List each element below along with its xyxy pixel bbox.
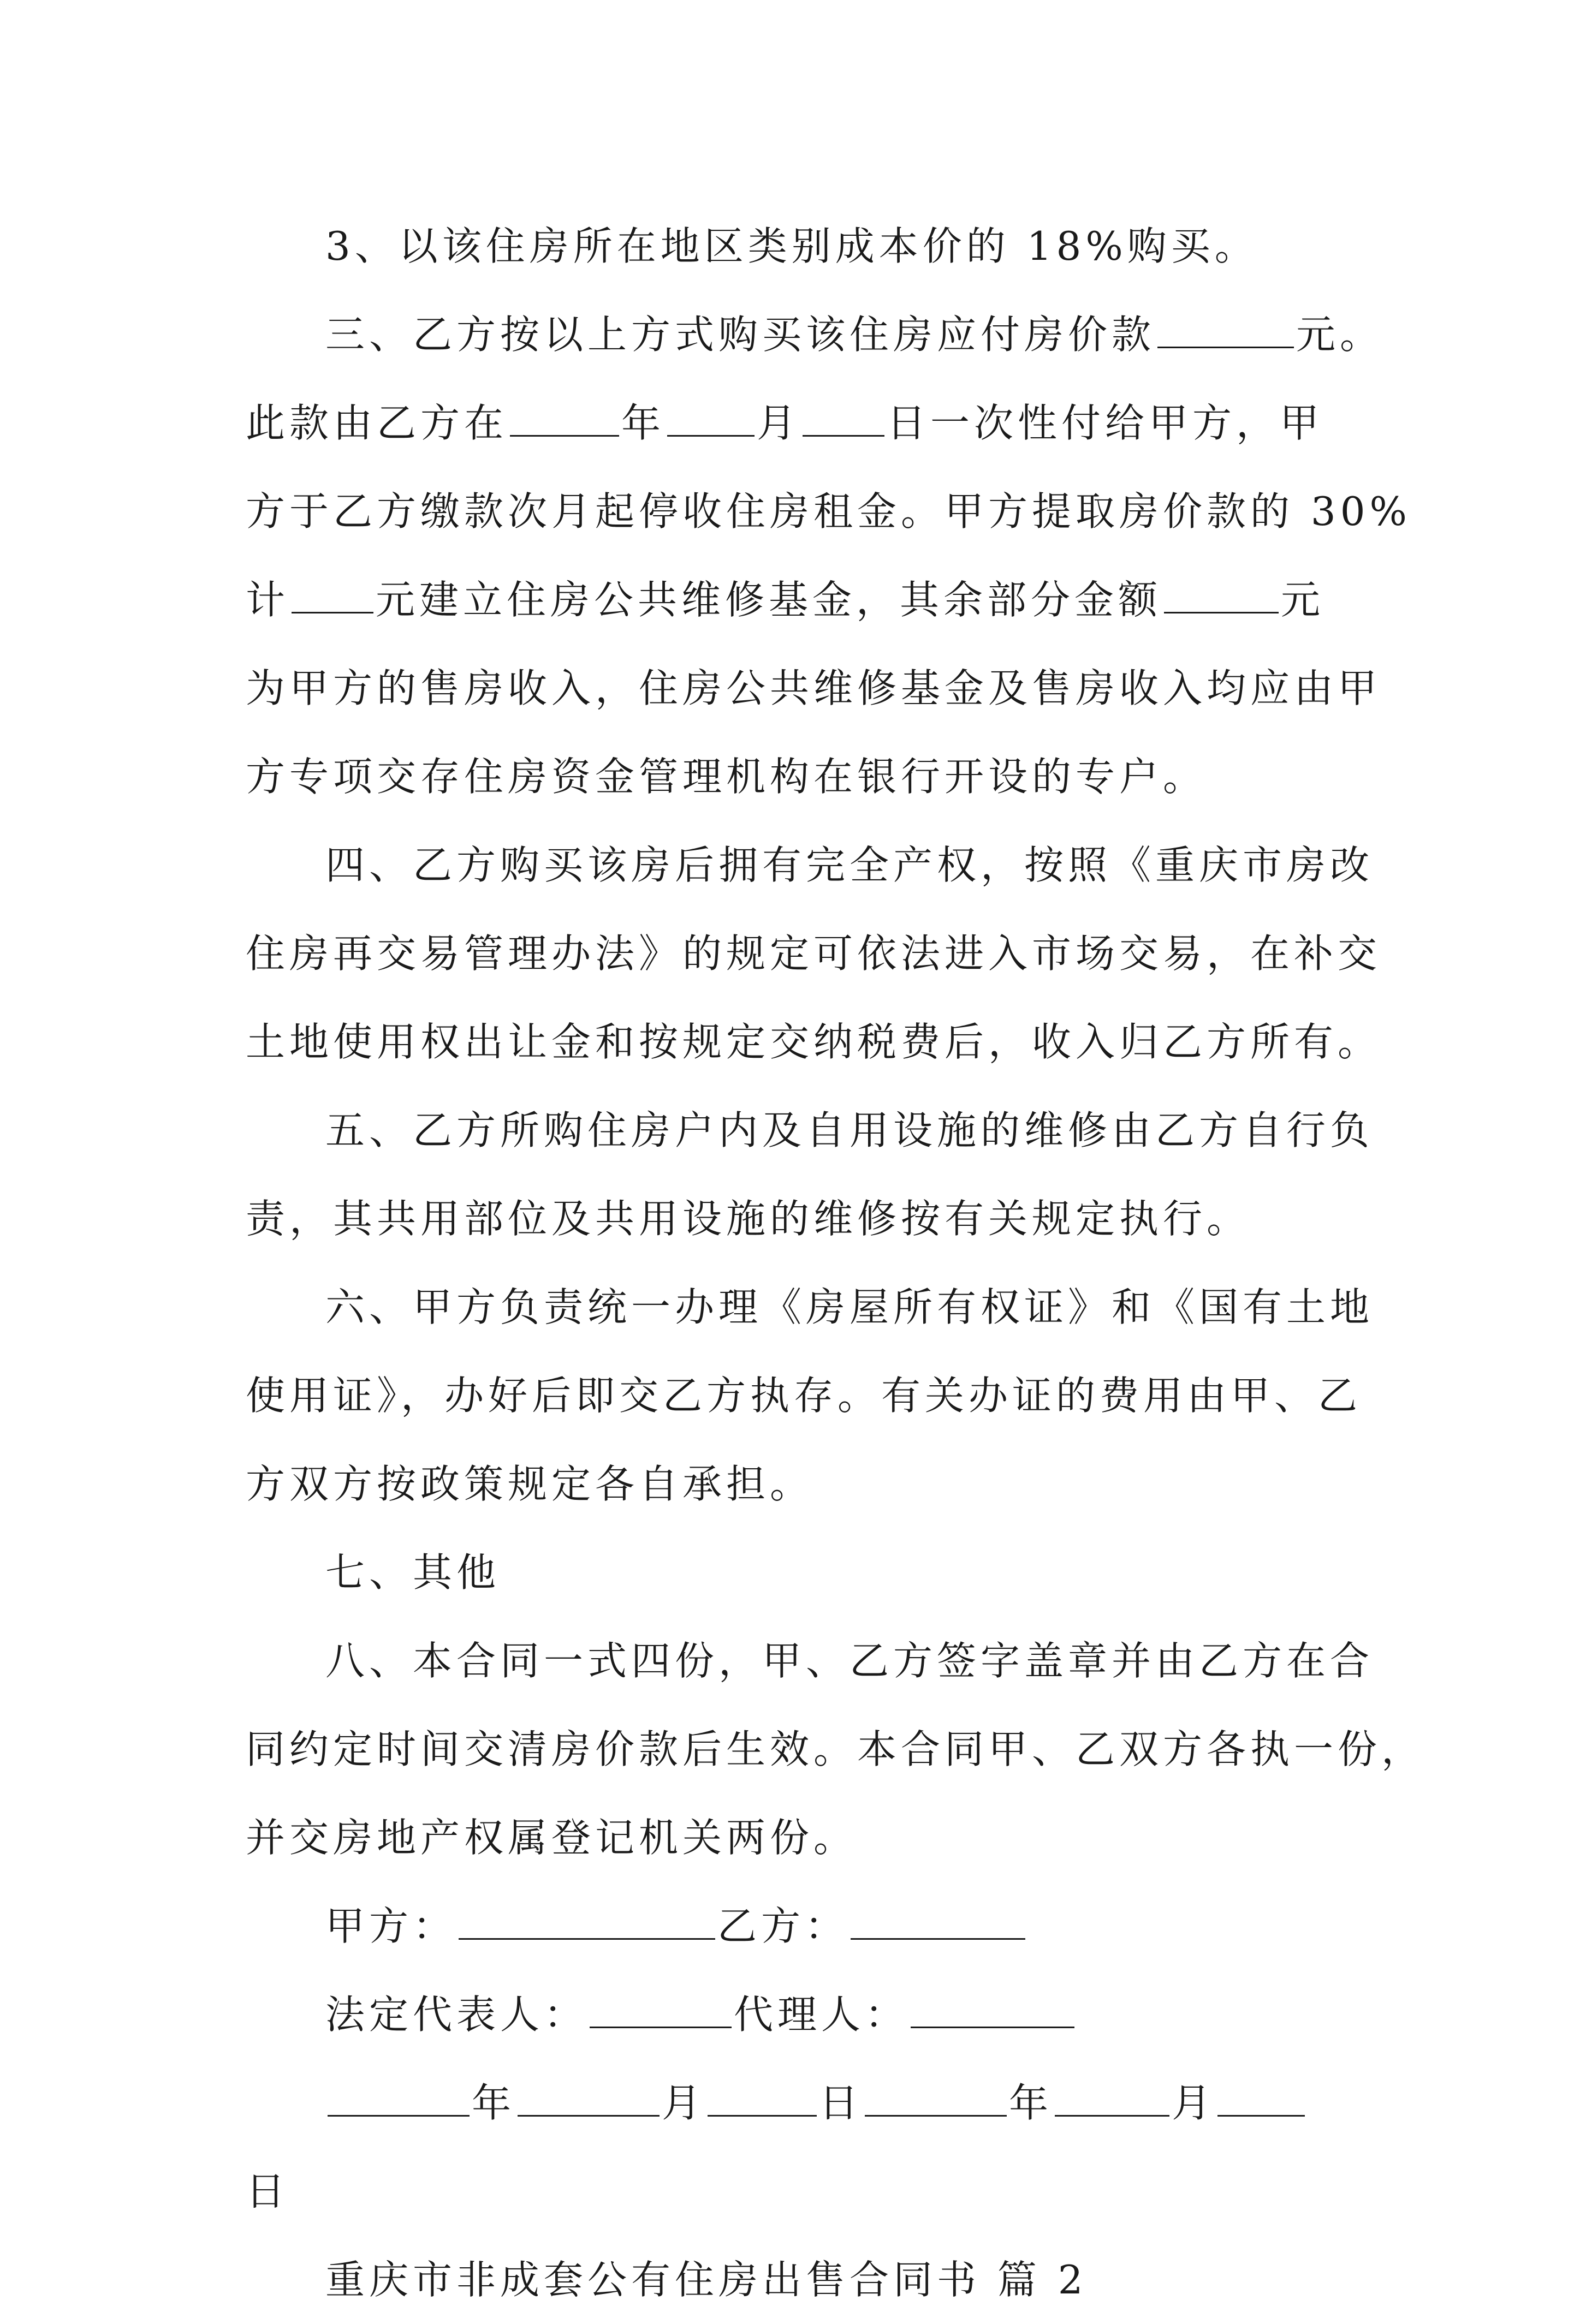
blank-day	[803, 402, 884, 437]
legal-rep-blank	[590, 1994, 732, 2028]
clause-four-ownership	[246, 821, 1382, 1086]
clause-three-payment	[246, 290, 1411, 821]
clause-six-line-2: 使用证》，办好后即交乙方执存。有关办证的费用由甲、乙	[246, 1373, 1362, 1419]
date-a-month-blank	[518, 2082, 660, 2117]
party-b-label: 乙方：	[717, 1903, 849, 1949]
party-a-blank	[459, 1905, 715, 1940]
blank-month	[667, 402, 755, 437]
clause-eight-line-3: 并交房地产权属登记机关两份。	[246, 1815, 858, 1861]
party-b-blank	[851, 1905, 1025, 1940]
clause-four-line-1: 四、乙方购买该房后拥有完全产权，按照《重庆市房改	[325, 842, 1374, 888]
party-a-label: 甲方：	[325, 1903, 457, 1949]
date-b-day-blank	[1217, 2082, 1305, 2117]
clause-eight-copies	[246, 1617, 1425, 1882]
signature-date-day-wrap: 日	[246, 2168, 290, 2214]
clause-eight-line-1: 八、本合同一式四份，甲、乙方签字盖章并由乙方在合	[325, 1638, 1374, 1684]
clause-eight-line-2: 同约定时间交清房价款后生效。本合同甲、乙双方各执一份，	[246, 1726, 1425, 1772]
clause-five-maintenance	[246, 1086, 1374, 1263]
clause-three-line-2: 此款由乙方在 年 月 日一次性付给甲方，甲	[246, 400, 1324, 446]
date-a-day-blank	[708, 2082, 817, 2117]
clause-six-certificates	[246, 1263, 1374, 1528]
next-section-title: 重庆市非成套公有住房出售合同书 篇 2	[325, 2257, 1088, 2303]
clause-three-line-3: 方于乙方缴款次月起停收住房租金。甲方提取房价款的 30%	[246, 488, 1411, 534]
clause-five-line-2: 责，其共用部位及共用设施的维修按有关规定执行。	[246, 1196, 1251, 1242]
document-body	[246, 202, 1425, 2324]
signature-parties-line	[246, 1882, 1365, 1970]
clause-four-line-2: 住房再交易管理办法》的规定可依法进入市场交易，在补交	[246, 931, 1382, 976]
blank-year	[510, 402, 619, 437]
agent-blank	[911, 1994, 1074, 2028]
signature-representatives-line	[246, 1970, 1365, 2059]
blank-maintenance-fund	[292, 579, 373, 613]
clause-three-line-1: 三、乙方按以上方式购买该住房应付房价款 元。	[325, 312, 1384, 357]
blank-price-amount	[1157, 314, 1294, 348]
signature-dates-line: 年 月 日 年 月	[246, 2059, 1365, 2147]
clause-3-purchase-price: 3、以该住房所在地区类别成本价的 18%购买。	[325, 223, 1258, 269]
clause-five-line-1: 五、乙方所购住房户内及自用设施的维修由乙方自行负	[325, 1107, 1374, 1153]
date-b-month-blank	[1055, 2082, 1169, 2117]
blank-remaining-amount	[1164, 579, 1279, 613]
clause-three-line-5: 为甲方的售房收入，住房公共维修基金及售房收入均应由甲	[246, 665, 1382, 711]
clause-six-line-3: 方双方按政策规定各自承担。	[246, 1461, 814, 1507]
clause-four-line-3: 土地使用权出让金和按规定交纳税费后，收入归乙方所有。	[246, 1019, 1382, 1065]
agent-label: 代理人：	[734, 1992, 909, 2037]
clause-six-line-1: 六、甲方负责统一办理《房屋所有权证》和《国有土地	[325, 1284, 1374, 1330]
clause-three-line-4: 计 元建立住房公共维修基金，其余部分金额 元	[246, 577, 1325, 623]
clause-seven-other: 七、其他	[325, 1550, 501, 1595]
legal-rep-label: 法定代表人：	[325, 1992, 588, 2037]
date-a-year-blank	[328, 2082, 470, 2117]
clause-three-line-6: 方专项交存住房资金管理机构在银行开设的专户。	[246, 754, 1207, 800]
date-b-year-blank	[865, 2082, 1007, 2117]
